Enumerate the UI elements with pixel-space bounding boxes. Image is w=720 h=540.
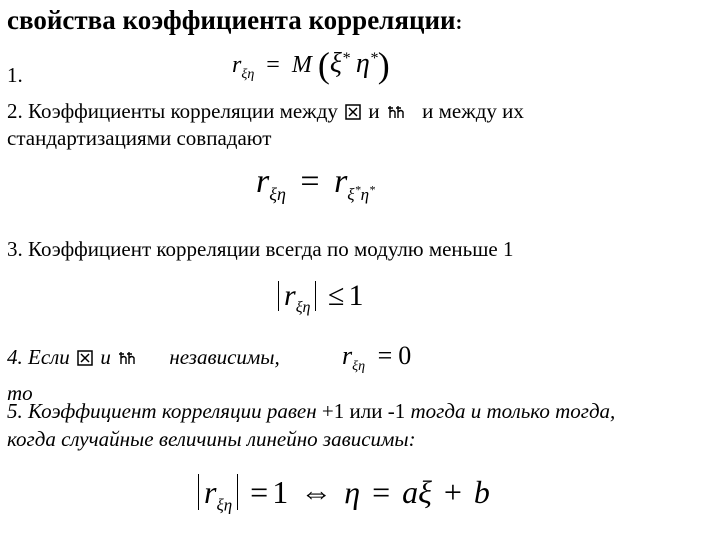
f1-eq: =	[266, 52, 280, 78]
f5-iff: ⇔	[300, 474, 333, 510]
item-3-text: 3. Коэффициент корреляции всегда по модулю меньше 1	[7, 237, 514, 261]
f4-val: 0	[398, 341, 412, 370]
f4-lhs-sub: ξη	[352, 359, 366, 375]
f4-eq: =	[377, 341, 393, 370]
item-2-conj: и	[368, 99, 380, 123]
f3-lhs: r	[284, 279, 296, 312]
boxed-x-icon-2	[77, 346, 93, 372]
item-4-line-1	[7, 344, 280, 372]
item-4-text-b: независимы,	[169, 345, 280, 369]
f1-lhs-sub: ξη	[241, 66, 255, 82]
f5-xi: ξ	[418, 474, 432, 510]
formula-1	[232, 44, 390, 85]
f2-rhs-sub: ξ	[347, 184, 355, 204]
item-4-text-a: 4. Если	[7, 345, 70, 369]
f1-paren-open: (	[317, 45, 330, 85]
f3-val: 1	[348, 279, 364, 312]
f1-star-1: *	[341, 50, 350, 67]
item-4-conj: и	[100, 345, 111, 369]
f1-lhs: r	[232, 52, 242, 78]
formula-2	[256, 160, 375, 204]
boxed-x-icon	[345, 100, 361, 126]
item-5-line-2: когда случайные величины линейно зависимы:	[7, 427, 416, 451]
f2-eq: =	[300, 163, 320, 200]
item-4-wrap: то	[7, 381, 33, 405]
f2-lhs-sub: ξη	[269, 183, 286, 204]
formula-3	[278, 276, 363, 316]
f5-b: b	[473, 474, 490, 510]
f2-star-2: *	[369, 182, 376, 197]
f3-abs	[278, 279, 316, 316]
item-2-text-a: 2. Коэффициенты корреляции между	[7, 99, 338, 123]
item-2-line-1	[7, 98, 524, 126]
f1-body: ξ	[329, 48, 342, 79]
f5-lhs-sub: ξη	[216, 495, 233, 515]
f5-lhs: r	[204, 474, 217, 510]
f5-eq2: =	[372, 474, 391, 510]
title-colon: :	[455, 12, 463, 34]
f2-star-1: *	[354, 182, 361, 197]
f5-abs	[198, 474, 238, 515]
formula-4	[342, 336, 411, 376]
item-1-number: 1.	[7, 63, 23, 87]
page-title	[7, 4, 462, 39]
f3-rel: ≤	[327, 279, 345, 312]
title-text: свойства коэффициента корреляции	[7, 5, 456, 35]
f1-paren-close: )	[377, 45, 390, 85]
f3-lhs-sub: ξη	[295, 299, 311, 316]
f5-eq: =	[250, 474, 269, 510]
f2-rhs: r	[334, 163, 348, 200]
h-glyph-icon	[387, 100, 407, 126]
f4-lhs: r	[342, 341, 353, 370]
f5-val: 1	[272, 474, 289, 510]
f1-star-2: *	[369, 50, 378, 67]
formula-5	[198, 470, 490, 514]
item-5-text-b: тогда и только тогда,	[410, 399, 616, 423]
h-glyph-icon-2	[118, 346, 138, 372]
item-2-text-b: и между их	[422, 99, 524, 123]
f5-plus: +	[443, 474, 462, 510]
f5-rhs: η	[344, 474, 361, 510]
item-2-line-2: стандартизациями совпадают	[7, 126, 272, 150]
f5-a: a	[402, 474, 419, 510]
f1-op: M	[291, 52, 312, 78]
item-5-values: +1 или -1	[321, 399, 406, 423]
item-5-text-a: 5. Коэффициент корреляции равен	[7, 399, 317, 423]
item-5-line-1	[7, 398, 615, 424]
f1-body2: η	[355, 48, 370, 79]
f2-rhs-sub2: η	[360, 184, 370, 204]
f2-lhs: r	[256, 163, 270, 200]
